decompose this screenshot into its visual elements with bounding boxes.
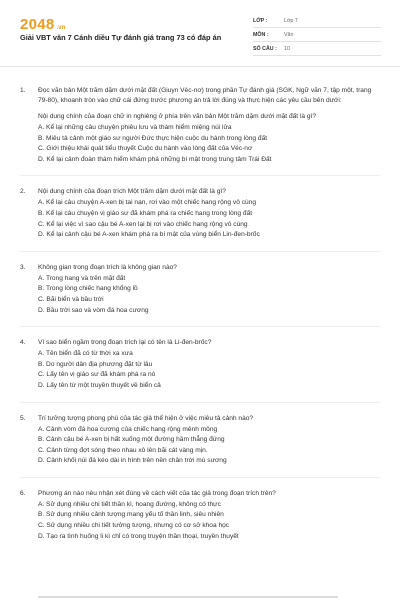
logo-suffix: .vn (56, 25, 66, 31)
question-number: 1. (20, 87, 26, 94)
meta-label: LỚP : (253, 17, 268, 24)
question-text: Đọc văn bản Một trăm dặm dưới mặt đất (Giuyn Véc-nơ) trong phần Tự đánh giá (SGK, Ngữ văn 7, tập một, trang 79-80), khoanh tròn vào chữ cái đứng trước phương án trả lời đúng và thực hiện các yêu cầu bên dưới: (38, 87, 372, 104)
question-item (0, 86, 400, 165)
answer-option[interactable]: A. Tên biển đã có từ thời xa xưa (38, 350, 133, 358)
answer-option[interactable]: C. Bãi biển và bầu trời (38, 295, 104, 303)
meta-row-class (253, 14, 381, 28)
question-divider (20, 402, 380, 403)
question-number: 3. (20, 263, 26, 271)
meta-row-subject (253, 28, 381, 42)
answer-option[interactable]: C. Kể lại việc vì sao cậu bé A-xen lại bị rơi vào chiếc hang rộng vô cùng (38, 220, 248, 228)
answer-option[interactable]: B. Trong lòng chiếc hang khổng lồ (38, 285, 138, 293)
question-divider (20, 477, 380, 478)
answer-option[interactable]: A. Trong hang và trên mặt đất (38, 274, 126, 282)
answer-option[interactable]: B. Kể lại câu chuyện vị giáo sư đã khám phá ra chiếc hang trong lòng đất (38, 209, 253, 217)
question-text: Nội dung chính của đoạn trích Một trăm dặm dưới mặt đất là gì? (38, 188, 226, 196)
meta-table (253, 14, 381, 56)
answer-option[interactable]: B. Sử dụng nhiều cảnh tượng mang yếu tố thần linh, siêu nhiên (38, 511, 224, 519)
answer-option[interactable]: D. Cảnh khối núi đá kéo dài in hình trên nền chân trời mù sương (38, 457, 227, 465)
answer-option[interactable]: A. Kể lại câu chuyện A-xen bị tai nạn, rơi vào một chiếc hang rộng vô cùng (38, 199, 257, 207)
question-number: 4. (20, 339, 26, 347)
logo-text: 2048 (20, 16, 55, 33)
answer-option[interactable]: C. Cảnh từng đợt sóng theo nhau xô lên bãi cát vàng mịn. (38, 446, 208, 454)
question-text: Không gian trong đoạn trích là không gian nào? (38, 263, 177, 271)
answer-option[interactable]: A. Kể lại những câu chuyện phiêu lưu và thám hiểm miệng núi lửa (38, 124, 232, 131)
answer-options (38, 198, 380, 240)
question-text: Trí tưởng tượng phong phú của tác giả thể hiện ở việc miêu tả cảnh nào? (38, 414, 254, 422)
question-divider (20, 175, 380, 176)
next-question-cutoff (20, 592, 380, 600)
answer-option[interactable]: D. Kể lại cảnh cậu bé A-xen khám phá ra bí mật của vùng biển Lin-đen-brốc (38, 231, 260, 239)
answer-option[interactable]: C. Sử dụng nhiều chi tiết tưởng tượng, nhưng có cơ sở khoa học (38, 522, 230, 530)
cutoff-text-line (38, 596, 338, 598)
question-divider (20, 251, 380, 252)
question-item (0, 187, 400, 240)
document-title: Giải VBT văn 7 Cánh diều Tự đánh giá trang 73 có đáp án (20, 33, 222, 42)
question-number: 5. (20, 414, 26, 422)
site-logo[interactable] (20, 16, 65, 33)
answer-options (38, 425, 380, 467)
answer-option[interactable]: D. Lấy tên từ một truyền thuyết về biển cả (38, 381, 161, 389)
header-divider (0, 66, 400, 67)
meta-value: 10 (284, 45, 290, 52)
answer-options (38, 349, 380, 391)
question-subtext: Nội dung chính của đoạn chữ in nghiêng ở phía trên văn bản Một trăm dặm dưới mặt đất là gì? (38, 113, 317, 120)
answer-option[interactable]: D. Bầu trời sao và vòm đá hoa cương (38, 306, 149, 314)
answer-options (38, 274, 380, 316)
answer-option[interactable]: A. Sử dụng nhiều chi tiết thần kì, hoang đường, không có thực (38, 500, 221, 508)
question-number: 6. (20, 489, 26, 497)
answer-option[interactable]: A. Cảnh vòm đá hoa cương của chiếc hang rộng mênh mông (38, 425, 218, 433)
answer-option[interactable]: D. Kể lại cảnh đoàn thám hiểm khám phá những bí mật trong trung tâm Trái Đất (38, 155, 272, 163)
question-text: Vì sao biển ngầm trong đoạn trích lại có tên là Li-đen-brốc? (38, 339, 212, 347)
answer-options (38, 123, 380, 165)
answer-options (38, 500, 380, 542)
question-item (0, 414, 400, 467)
question-item (0, 489, 400, 542)
answer-option[interactable]: C. Giới thiệu khái quát tiểu thuyết Cuộc du hành vào lòng đất của Véc-nơ (38, 145, 253, 153)
meta-label: SỐ CÂU : (253, 45, 277, 52)
meta-value: Lớp 7 (284, 17, 298, 24)
question-text: Phương án nào nêu nhận xét đúng về cách viết của tác giả trong đoạn trích trên? (38, 489, 276, 497)
question-list (0, 86, 400, 564)
question-item (0, 263, 400, 316)
question-item (0, 338, 400, 391)
meta-label: MÔN : (253, 31, 269, 38)
answer-option[interactable]: B. Miêu tả cảnh một giáo sư người Đức thực hiện cuộc du hành trong lòng đất (38, 134, 268, 142)
answer-option[interactable]: B. Cảnh cậu bé A-xen bị hất xuống một đường hầm thẳng đứng (38, 436, 225, 444)
page-header (0, 0, 400, 62)
question-divider (20, 326, 380, 327)
meta-row-count (253, 42, 381, 56)
answer-option[interactable]: C. Lấy tên vị giáo sư đã khám phá ra nó (38, 371, 156, 379)
meta-value: Văn (284, 31, 294, 38)
answer-option[interactable]: D. Tạo ra tình huống li kì chỉ có trong truyện thần thoại, truyền thuyết (38, 532, 239, 540)
question-number: 2. (20, 188, 26, 196)
answer-option[interactable]: B. Do người dân địa phương đặt từ lâu (38, 360, 153, 368)
